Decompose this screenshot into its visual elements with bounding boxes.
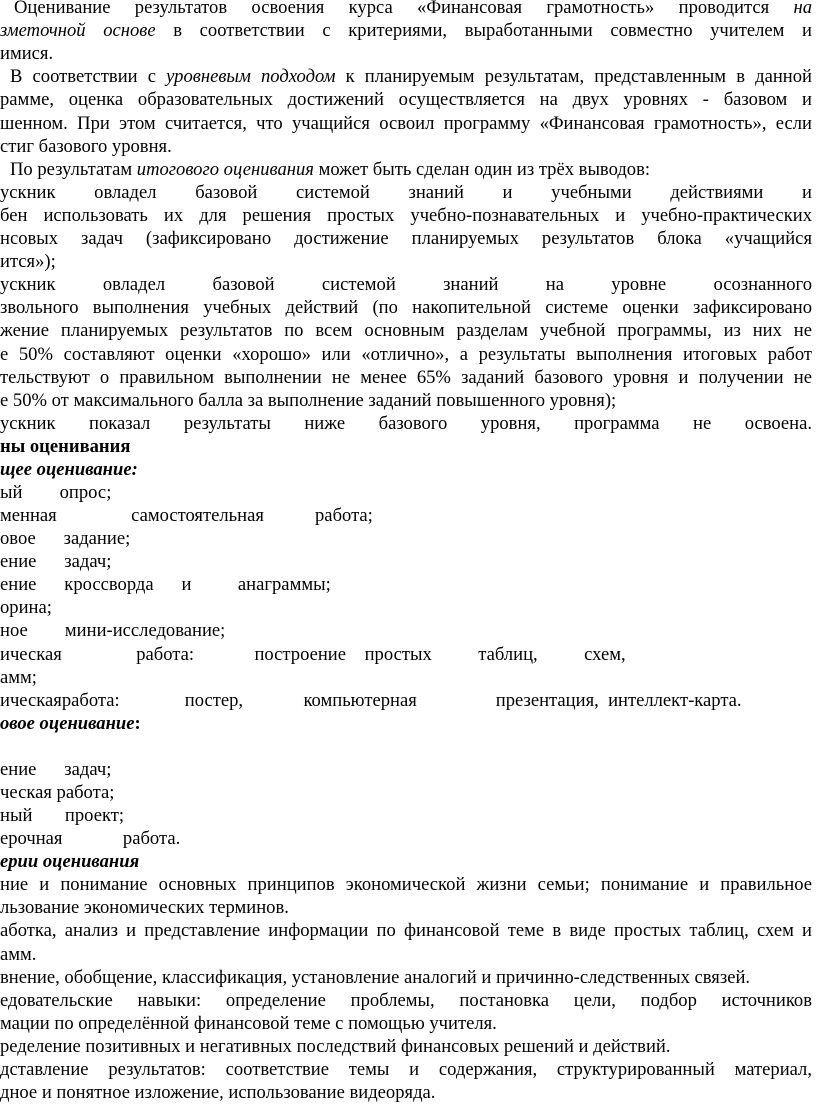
text-run: ерии оценивания <box>0 851 140 872</box>
text-line <box>0 873 812 896</box>
text-line <box>0 204 812 227</box>
text-run: ределение позитивных и негативных последствий финансовых решений и действий. <box>0 1036 671 1057</box>
text-line <box>10 158 650 181</box>
text-run: ние и понимание основных принципов экономической жизни семьи; понимание и правильное <box>0 874 812 895</box>
text-run: едовательские навыки: определение проблемы, постановка цели, подбор источников <box>0 990 812 1011</box>
text-line <box>0 227 812 250</box>
text-run: жение планируемых результатов по всем основным разделам учебной программы, из них не <box>0 320 812 341</box>
text-line <box>0 1012 497 1035</box>
text-line <box>0 319 812 342</box>
text-line <box>10 65 812 88</box>
text-line <box>0 643 626 666</box>
text-run: ческая работа; <box>0 782 115 803</box>
text-line <box>0 943 36 966</box>
text-run: зметочной основе <box>0 20 156 41</box>
text-line <box>0 504 373 527</box>
text-line <box>0 966 750 989</box>
text-run: ускник овладел базовой системой знаний и учебными действиями и <box>0 182 812 203</box>
text-line <box>0 273 812 296</box>
text-run: ическаяработа: постер, компьютерная презентация, интеллект-карта. <box>0 690 742 711</box>
text-line <box>0 712 141 735</box>
text-run: имися. <box>0 43 54 64</box>
text-run: к планируемым результатам, представленным в данной <box>335 66 812 87</box>
text-line <box>0 1081 435 1104</box>
text-run: ны оценивания <box>0 436 131 457</box>
text-run: итогового оценивания <box>136 159 314 180</box>
text-line <box>0 827 180 850</box>
text-run: овое оценивание <box>0 713 135 734</box>
text-run: ение задач; <box>0 759 112 780</box>
text-run: звольного выполнения учебных действий (по накопительной системе оценки зафиксировано <box>0 297 812 318</box>
text-line <box>14 0 812 19</box>
text-run: аботка, анализ и представление информации по финансовой теме в виде простых таблиц, схем и <box>0 920 812 941</box>
text-line <box>0 573 331 596</box>
text-run: нсовых задач (зафиксировано достижение планируемых результатов блока «учащийся <box>0 228 812 249</box>
text-line <box>0 596 52 619</box>
text-line <box>0 1058 812 1081</box>
text-run: : <box>134 713 141 734</box>
text-run: дставление результатов: соответствие темы и содержания, структурированный материал, <box>0 1059 812 1080</box>
text-run: ный проект; <box>0 805 125 826</box>
text-line <box>0 135 172 158</box>
text-line <box>0 296 812 319</box>
text-line <box>0 896 289 919</box>
text-run: амм; <box>0 667 37 688</box>
text-run: менная самостоятельная работа; <box>0 505 373 526</box>
text-run: ение кроссворда и анаграммы; <box>0 574 331 595</box>
text-run: ый опрос; <box>0 482 112 503</box>
text-run: ное мини-исследование; <box>0 620 226 641</box>
text-line <box>0 88 812 111</box>
text-run: ение задач; <box>0 551 112 572</box>
text-line <box>0 550 111 573</box>
text-run: ускник овладел базовой системой знаний на уровне осознанного <box>0 274 812 295</box>
text-line <box>0 389 616 412</box>
text-line <box>0 19 812 42</box>
text-run: е 50% от максимального балла за выполнение заданий повышенного уровня); <box>0 390 617 411</box>
text-run: е 50% составляют оценки «хорошо» или «отлично», а результаты выполнения итоговых работ <box>0 344 812 365</box>
text-run: ерочная работа. <box>0 828 181 849</box>
text-run: орина; <box>0 597 52 618</box>
text-run: овое задание; <box>0 528 131 549</box>
text-run: тельствуют о правильном выполнении не менее 65% заданий базового уровня и получении не <box>0 367 812 388</box>
text-line <box>0 619 225 642</box>
text-run: ится»); <box>0 251 56 272</box>
text-run: рамме, оценка образовательных достижений осуществляется на двух уровнях - базовом и <box>0 89 812 110</box>
text-run: в соответствии с критериями, выработанными совместно учителем и <box>155 20 812 41</box>
text-run: амм. <box>0 944 37 965</box>
text-line <box>0 850 139 873</box>
text-run: дное и понятное изложение, использование видеоряда. <box>0 1082 436 1103</box>
text-run: В соответствии с <box>10 66 167 87</box>
text-run: ускник показал результаты ниже базового уровня, программа не освоена. <box>0 413 812 434</box>
text-run: стиг базового уровня. <box>0 136 172 157</box>
text-line <box>0 458 138 481</box>
text-line <box>0 42 53 65</box>
text-line <box>0 689 742 712</box>
text-line <box>0 781 114 804</box>
text-run: на <box>793 0 812 18</box>
text-line <box>0 481 111 504</box>
text-line <box>0 112 812 135</box>
text-run: льзование экономических терминов. <box>0 897 289 918</box>
text-line <box>0 989 812 1012</box>
text-line <box>0 343 812 366</box>
text-line <box>0 666 37 689</box>
text-line <box>0 527 130 550</box>
text-line <box>0 181 812 204</box>
text-line <box>0 366 812 389</box>
text-line <box>0 919 812 942</box>
text-run: мации по определённой финансовой теме с помощью учителя. <box>0 1013 497 1034</box>
text-line <box>0 250 56 273</box>
text-run: Оценивание результатов освоения курса «Финансовая грамотность» проводится <box>14 0 794 18</box>
text-line <box>0 1035 671 1058</box>
text-run: шенном. При этом считается, что учащийся освоил программу «Финансовая грамотность», если <box>0 113 812 134</box>
text-run: внение, обобщение, классификация, установление аналогий и причинно-следственных связей. <box>0 967 751 988</box>
text-run: бен использовать их для решения простых учебно-познавательных и учебно-практических <box>0 205 812 226</box>
text-run: может быть сделан один из трёх выводов: <box>313 159 651 180</box>
text-run: щее оценивание: <box>0 459 138 480</box>
text-line <box>0 412 812 435</box>
text-line <box>0 758 111 781</box>
text-line <box>0 435 130 458</box>
text-run: уровневым подходом <box>166 66 336 87</box>
text-run: По результатам <box>10 159 137 180</box>
text-line <box>0 804 124 827</box>
text-run: ическая работа: построение простых таблиц, схем, <box>0 644 626 665</box>
